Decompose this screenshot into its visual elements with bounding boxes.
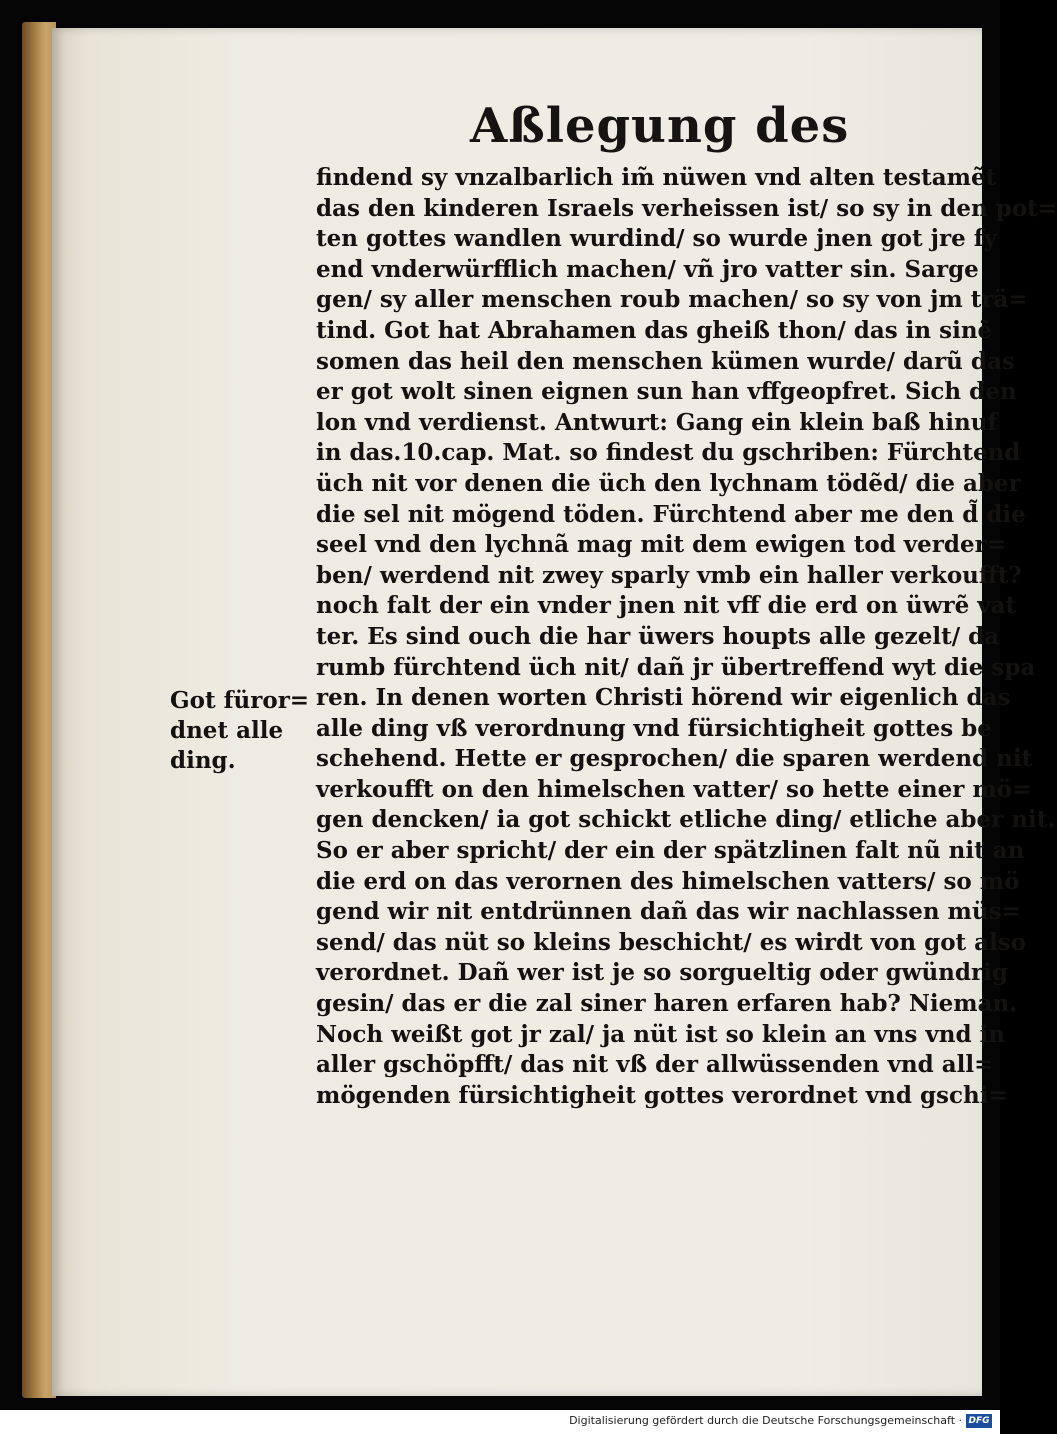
- text-line: ren. In denen worten Christi hörend wir eigenlich das: [316, 684, 1011, 712]
- text-line: gend wir nit entdrünnen dañ das wir nachlassen müs=: [316, 898, 1021, 926]
- text-line: mögenden fürsichtigheit gottes verordnet vnd gschi=: [316, 1081, 1008, 1109]
- text-line: noch falt der ein vnder jnen nit vff die erd on üwrẽ vat: [316, 592, 1017, 620]
- margin-note-line: dnet alle: [170, 717, 284, 744]
- text-line: Noch weißt got jr zal/ ja nüt ist so klein an vns vnd in: [316, 1020, 1005, 1048]
- text-line: alle ding vß verordnung vnd fürsichtigheit gottes be: [316, 714, 992, 742]
- footer-bar: [0, 1410, 1000, 1434]
- text-line: schehend. Hette er gesprochen/ die sparen werdend nit: [316, 745, 1033, 773]
- text-line: aller gschöpfft/ das nit vß der allwüssenden vnd all=: [316, 1051, 994, 1079]
- text-line: somen das heil den menschen kümen wurde/ darũ das: [316, 347, 1015, 375]
- text-line: gen/ sy aller menschen roub machen/ so sy von jm trä=: [316, 286, 1028, 314]
- text-line: verkoufft on den himelschen vatter/ so hette einer mö=: [316, 775, 1032, 803]
- funding-credit: Digitalisierung gefördert durch die Deutsche Forschungsgemeinschaft ·: [569, 1414, 962, 1427]
- text-line: gen dencken/ ia got schickt etliche ding/ etliche aber nit.: [316, 806, 1056, 834]
- text-line: die sel nit mögend töden. Fürchtend aber me den d̃ die: [316, 500, 1026, 528]
- text-line: tind. Got hat Abrahamen das gheiß thon/ das in sinẽ: [316, 316, 993, 344]
- text-line: rumb fürchtend üch nit/ dañ jr übertreffend wyt die spa: [316, 653, 1036, 681]
- text-line: send/ das nüt so kleins beschicht/ es wirdt von got also: [316, 928, 1027, 956]
- body-text-block: [316, 163, 1057, 1111]
- text-line: ter. Es sind ouch die har üwers houpts alle gezelt/ da: [316, 622, 1000, 650]
- margin-note-line: Got füror=: [170, 687, 310, 714]
- margin-note-line: ding.: [170, 747, 236, 774]
- text-line: er got wolt sinen eignen sun han vffgeopfret. Sich den: [316, 378, 1017, 406]
- text-line: ten gottes wandlen wurdind/ so wurde jnen got jre fy: [316, 225, 997, 253]
- text-line: findend sy vnzalbarlich im̃ nüwen vnd alten testamẽt: [316, 164, 997, 191]
- text-line: ben/ werdend nit zwey sparly vmb ein haller verkoufft?: [316, 561, 1022, 589]
- text-line: üch nit vor denen die üch den lychnam tödẽd/ die aber: [316, 469, 1021, 497]
- text-line: gesin/ das er die zal siner haren erfaren hab? Nieman.: [316, 990, 1018, 1018]
- text-line: lon vnd verdienst. Antwurt: Gang ein klein baß hinuf: [316, 408, 998, 436]
- dfg-logo[interactable]: DFG: [966, 1414, 992, 1428]
- book-spine-edge: [22, 22, 56, 1398]
- running-head: Aßlegung des: [470, 98, 850, 154]
- text-line: seel vnd den lychnã mag mit dem ewigen tod verder=: [316, 531, 1007, 559]
- margin-note: [170, 686, 310, 776]
- text-line: die erd on das verornen des himelschen vatters/ so mö: [316, 867, 1020, 895]
- text-line: verordnet. Dañ wer ist je so sorgueltig oder gwündrig: [316, 959, 1008, 987]
- text-line: end vnderwürfflich machen/ vñ jro vatter sin. Sarge: [316, 255, 979, 283]
- text-line: in das.10.cap. Mat. so findest du gschriben: Fürchtend: [316, 439, 1021, 467]
- text-line: So er aber spricht/ der ein der spätzlinen falt nũ nit an: [316, 837, 1025, 865]
- text-line: das den kinderen Israels verheissen ist/ so sy in den pot=: [316, 194, 1057, 222]
